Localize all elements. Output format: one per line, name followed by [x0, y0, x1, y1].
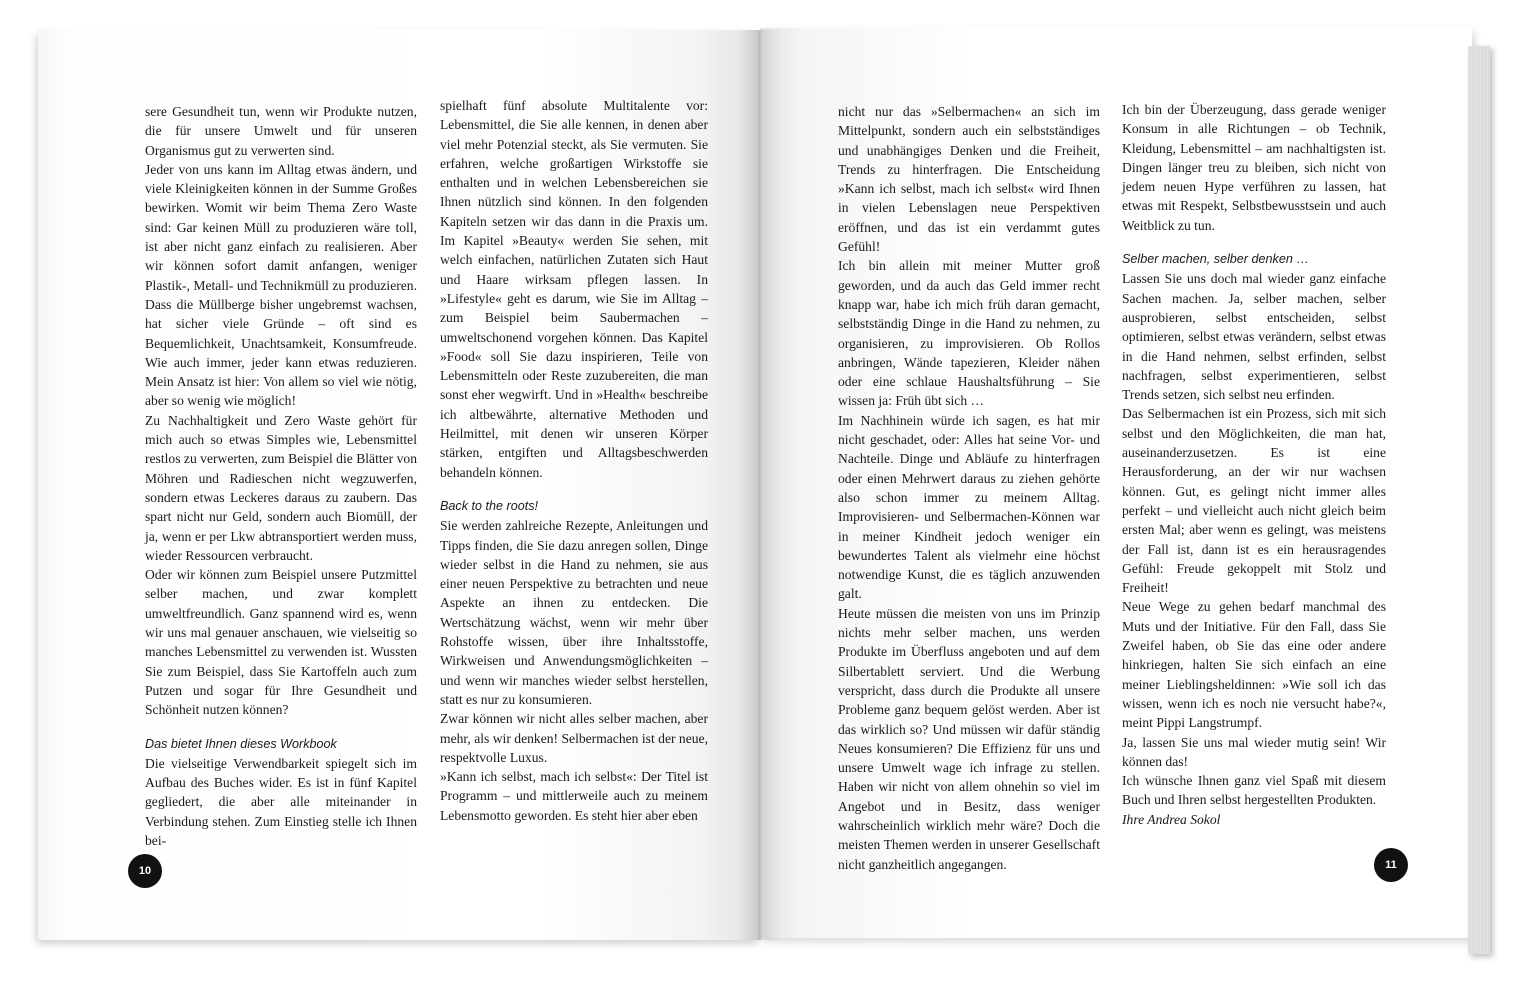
- page-number-left: 10: [128, 854, 162, 888]
- paragraph: »Kann ich selbst, mach ich selbst«: Der Titel ist Programm – und mittlerweile auch zu meinem Lebensmotto geworden. Es steht hier aber eben: [440, 769, 708, 823]
- right-page-column-2: [1122, 100, 1386, 829]
- section-heading: Back to the roots!: [440, 498, 539, 513]
- left-page-column-2: [440, 96, 708, 825]
- paragraph: Sie werden zahlreiche Rezepte, Anleitungen und Tipps finden, die Sie dazu anregen sollen, Dinge wieder selbst in die Hand zu nehmen, sie aus einer neuen Perspektive zu betrachten und neue Aspekte an ihnen zu entdecken. Die Wertschätzung wächst, wenn wir mehr über Rohstoffe wissen, über ihre Inhaltsstoffe, Wirkweisen und Anwendungsmöglichkeiten – und wenn wir manches wieder selbst herstellen, statt es nur zu konsumieren.: [440, 518, 708, 707]
- paragraph: spielhaft fünf absolute Multitalente vor: Lebensmittel, die Sie alle kennen, in denen aber viel mehr Potenzial steckt, als Sie vermuten. Sie erfahren, welche großartigen Wirkstoffe sie enthalten und in welchen Lebensbereichen sie Ihnen nützlich sind können. In den folgenden Kapiteln setzen wir das dann in die Praxis um. Im Kapitel »Beauty« werden Sie sehen, mit welch einfachen, natürlichen Zutaten sich Haut und Haare wirksam pflegen lassen. In »Lifestyle« geht es darum, wie Sie im Alltag – zum Beispiel beim Saubermachen – umweltschonend vorgehen können. Das Kapitel »Food« soll Sie dazu inspirieren, Teile von Lebensmitteln oder Reste zuzubereiten, die man sonst eher wegwirft. Und in »Health« beschreibe ich altbewährte, alternative Methoden und Heilmittel, mit denen wir unseren Körper stärken, entgiften und Alltagsbeschwerden behandeln können.: [440, 98, 708, 480]
- left-page-column-1: [145, 102, 417, 850]
- paragraph: Die vielseitige Verwendbarkeit spiegelt sich im Aufbau des Buches wider. Es ist in fünf Kapitel gegliedert, die aber alle miteinander in Verbindung stehen. Zum Einstieg stelle ich Ihnen bei-: [145, 755, 417, 848]
- paragraph: Ich bin der Überzeugung, dass gerade weniger Konsum in alle Richtungen – ob Technik, Kleidung, Lebensmittel – am nachhaltigsten ist. Dingen länger treu zu bleiben, sich nicht von jedem neuen Hype verführen zu lassen, hat etwas mit Respekt, Selbstbewusstsein und auch Weitblick zu tun.: [1122, 102, 1386, 233]
- section-heading: Das bietet Ihnen dieses Workbook: [145, 736, 337, 751]
- paragraph: Ja, lassen Sie uns mal wieder mutig sein! Wir können das!: [1122, 734, 1386, 769]
- paragraph: Das Selbermachen ist ein Prozess, sich mit sich selbst und den Möglichkeiten, die man hat, auseinanderzusetzen. Es ist eine Herausforderung, an der wir nur wachsen können. Gut, es gelingt nicht immer alles perfekt – und vielleicht auch nicht gleich beim ersten Mal; aber wenn es gelingt, was meistens der Fall ist, dann ist es ein herausragendes Gefühl: Freude gekoppelt mit Stolz und Freiheit!: [1122, 406, 1386, 596]
- page-stack-edge: [1468, 46, 1490, 955]
- paragraph: Heute müssen die meisten von uns im Prinzip nichts mehr selber machen, uns werden Produkte im Überfluss angeboten und auf dem Silbertablett serviert. Und die Werbung verspricht, dass durch die Produkte all unsere Probleme ganz bequem gelöst werden. Aber ist das wirklich so? Und müssen wir dafür ständig Neues konsumieren? Die Effizienz für uns und unsere Umwelt wage ich infrage zu stellen. Haben wir nicht von allem ohnehin so viel im Angebot und in Besitz, dass weniger wahrscheinlich wirklich mehr wäre? Doch die meisten Themen werden in unserer Gesellschaft nicht ganzheitlich angegangen.: [838, 605, 1100, 872]
- paragraph: Jeder von uns kann im Alltag etwas ändern, und viele Kleinigkeiten können in der Summe Großes bewirken. Womit wir beim Thema Zero Waste sind: Gar keinen Müll zu produzieren wäre toll, ist aber nicht ganz einfach zu realisieren. Aber wir können sofort damit anfangen, weniger Plastik-, Metall- und Technikmüll zu produzieren. Dass die Müllberge bisher ungebremst wachsen, hat sicher viele Gründe – oft sind es Bequemlichkeit, Unachtsamkeit, Konsumfreude. Wie auch immer, jeder kann etwas reduzieren. Mein Ansatz ist hier: Von allem so viel wie nötig, aber so wenig wie möglich!: [145, 161, 417, 409]
- paragraph: Ich bin allein mit meiner Mutter groß geworden, und da auch das Geld immer recht knapp war, habe ich mich früh daran gemacht, selbstständig Dinge in die Hand zu nehmen, zu organisieren, zu improvisieren. Ob Rollos anbringen, Wände tapezieren, Kleider nähen oder eine schlaue Haushaltsführung – Sie wissen ja: Früh übt sich …: [838, 258, 1100, 409]
- section-heading: Selber machen, selber denken …: [1122, 252, 1309, 267]
- paragraph: Neue Wege zu gehen bedarf manchmal des Muts und der Initiative. Für den Fall, dass Sie Zweifel haben, ob Sie das eine oder andere hinkriegen, halten Sie sich einfach an eine meiner Lieblingsheldinnen: »Wie soll ich das wissen, wenn ich es noch nie versucht habe?«, meint Pippi Langstrumpf.: [1122, 599, 1386, 731]
- page-number-right: 11: [1374, 848, 1408, 882]
- paragraph: sere Gesundheit tun, wenn wir Produkte nutzen, die für unsere Umwelt und für unseren Organismus gut zu verwerten sind.: [145, 104, 417, 158]
- paragraph: Im Nachhinein würde ich sagen, es hat mir nicht geschadet, oder: Alles hat seine Vor- und Nachteile. Dinge und Abläufe zu hinterfragen oder einen Mehrwert daraus zu ziehen gehörte also schon immer zu meinem Alltag. Improvisieren- und Selbermachen-Können war in meiner Kindheit jedoch weniger ein bewundertes Talent als vielmehr eine höchst notwendige Kunst, die es täglich anzuwenden galt.: [838, 412, 1100, 602]
- author-signature: Ihre Andrea Sokol: [1122, 811, 1221, 827]
- paragraph: Zu Nachhaltigkeit und Zero Waste gehört für mich auch so etwas Simples wie, Lebensmittel restlos zu verwerten, zum Beispiel die Blätter von Möhren und Radieschen nicht wegzuwerfen, sondern etwas Leckeres daraus zu zaubern. Das spart nicht nur Geld, sondern auch Biomüll, der ja, wenn er per Lkw abtransportiert werden muss, wieder Ressourcen verbraucht.: [145, 412, 417, 563]
- book-gutter: [738, 30, 782, 940]
- paragraph: Oder wir können zum Beispiel unsere Putzmittel selber machen, und zwar komplett umweltfreundlich. Ganz spannend wird es, wenn wir uns mal genauer anschauen, wie vielseitig so manches Lebensmittel zu verwenden ist. Wussten Sie zum Beispiel, dass Sie Kartoffeln auch zum Putzen und sogar für Ihre Gesundheit und Schönheit nutzen können?: [145, 567, 417, 718]
- paragraph: Ich wünsche Ihnen ganz viel Spaß mit diesem Buch und Ihren selbst hergestellten Produkten.: [1122, 773, 1386, 808]
- right-page-column-1: [838, 102, 1100, 874]
- paragraph: Zwar können wir nicht alles selber machen, aber mehr, als wir denken! Selbermachen ist der neue, respektvolle Luxus.: [440, 711, 708, 765]
- paragraph: nicht nur das »Selbermachen« an sich im Mittelpunkt, sondern auch ein selbstständiges und unabhängiges Denken und die Freiheit, Trends zu hinterfragen. Die Entscheidung »Kann ich selbst, mach ich selbst« wird Ihnen in vielen Lebenslagen neue Perspektiven eröffnen, und das ist ein verdammt gutes Gefühl!: [838, 104, 1100, 255]
- paragraph: Lassen Sie uns doch mal wieder ganz einfache Sachen machen. Ja, selber machen, selber ausprobieren, selbst entscheiden, selbst optimieren, selbst etwas verändern, selbst etwas in die Hand nehmen, selbst erfinden, selbst nachfragen, selbst experimentieren, selbst Trends setzen, sich selbst neu erfinden.: [1122, 271, 1386, 403]
